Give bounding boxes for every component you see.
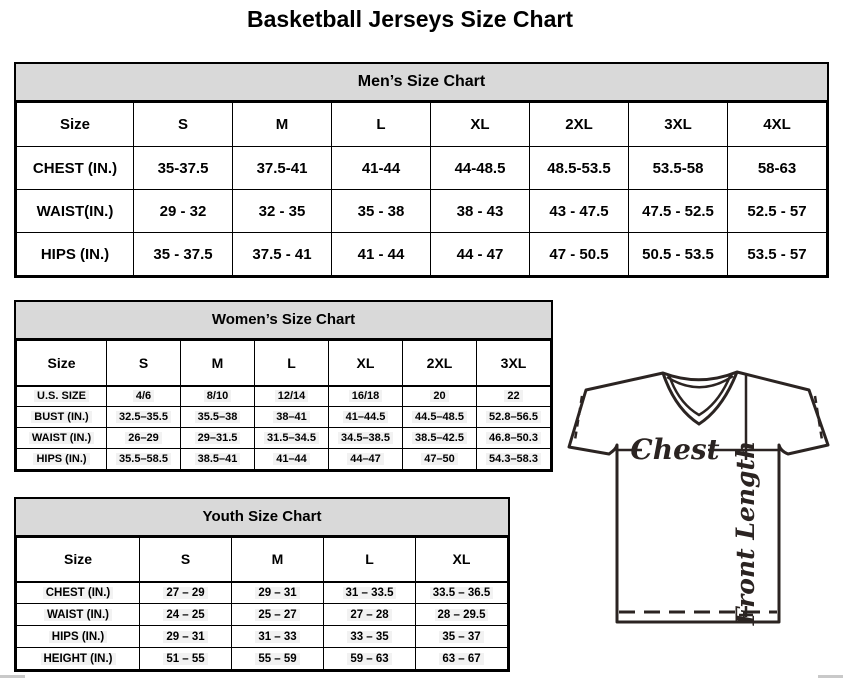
page-title: Basketball Jerseys Size Chart — [246, 6, 573, 32]
value-cell: 27 – 28 — [324, 604, 416, 626]
value-cell: 20 — [403, 386, 477, 407]
value-cell: 50.5 - 53.5 — [629, 233, 728, 276]
value-cell: 41-44 — [332, 147, 431, 190]
size-column-header: XL — [431, 103, 530, 147]
value-cell: 35-37.5 — [134, 147, 233, 190]
size-column-header: S — [134, 103, 233, 147]
value-cell: 31.5–34.5 — [255, 428, 329, 449]
value-cell: 54.3–58.3 — [477, 449, 551, 470]
value-cell: 22 — [477, 386, 551, 407]
value-cell: 34.5–38.5 — [329, 428, 403, 449]
row-label: HIPS (IN.) — [17, 449, 107, 470]
size-column-header: S — [107, 341, 181, 386]
value-cell: 53.5 - 57 — [728, 233, 827, 276]
value-cell: 41–44.5 — [329, 407, 403, 428]
value-cell: 32.5–35.5 — [107, 407, 181, 428]
value-cell: 12/14 — [255, 386, 329, 407]
size-column-header: L — [332, 103, 431, 147]
value-cell: 37.5-41 — [233, 147, 332, 190]
womens-size-table — [16, 340, 551, 470]
size-column-header: M — [233, 103, 332, 147]
value-cell: 52.5 - 57 — [728, 190, 827, 233]
value-cell: 38.5–41 — [181, 449, 255, 470]
mens-size-table — [16, 102, 827, 276]
measurement-row — [17, 190, 827, 233]
value-cell: 29 – 31 — [232, 582, 324, 604]
value-cell: 29 - 32 — [134, 190, 233, 233]
value-cell: 59 – 63 — [324, 648, 416, 670]
measurement-row — [17, 428, 551, 449]
value-cell: 38–41 — [255, 407, 329, 428]
value-cell: 47–50 — [403, 449, 477, 470]
measurement-row — [17, 582, 508, 604]
value-cell: 27 – 29 — [140, 582, 232, 604]
value-cell: 41 - 44 — [332, 233, 431, 276]
value-cell: 55 – 59 — [232, 648, 324, 670]
value-cell: 51 – 55 — [140, 648, 232, 670]
size-column-header: L — [255, 341, 329, 386]
value-cell: 33.5 – 36.5 — [416, 582, 508, 604]
value-cell: 53.5-58 — [629, 147, 728, 190]
size-header-row — [17, 103, 827, 147]
value-cell: 44-48.5 — [431, 147, 530, 190]
value-cell: 35 – 37 — [416, 626, 508, 648]
value-cell: 63 – 67 — [416, 648, 508, 670]
value-cell: 35.5–38 — [181, 407, 255, 428]
value-cell: 32 - 35 — [233, 190, 332, 233]
size-column-header: L — [324, 538, 416, 582]
value-cell: 44 - 47 — [431, 233, 530, 276]
value-cell: 28 – 29.5 — [416, 604, 508, 626]
value-cell: 58-63 — [728, 147, 827, 190]
mens-chart-title: Men’s Size Chart — [16, 64, 827, 102]
value-cell: 37.5 - 41 — [233, 233, 332, 276]
value-cell: 35.5–58.5 — [107, 449, 181, 470]
measurement-row — [17, 648, 508, 670]
row-label: U.S. SIZE — [17, 386, 107, 407]
youth-size-chart-section — [14, 497, 510, 672]
size-column-header: 3XL — [477, 341, 551, 386]
value-cell: 41–44 — [255, 449, 329, 470]
measurement-row — [17, 407, 551, 428]
row-label: CHEST (IN.) — [17, 147, 134, 190]
front-length-label: Front Length — [731, 440, 760, 626]
row-label: WAIST (IN.) — [17, 604, 140, 626]
measurement-row — [17, 386, 551, 407]
measurement-row — [17, 626, 508, 648]
size-column-header: 3XL — [629, 103, 728, 147]
row-label: HIPS (IN.) — [17, 626, 140, 648]
value-cell: 31 – 33 — [232, 626, 324, 648]
size-column-header: 2XL — [403, 341, 477, 386]
value-cell: 24 – 25 — [140, 604, 232, 626]
value-cell: 33 – 35 — [324, 626, 416, 648]
value-cell: 52.8–56.5 — [477, 407, 551, 428]
value-cell: 35 - 37.5 — [134, 233, 233, 276]
row-label: HIPS (IN.) — [17, 233, 134, 276]
chest-label: Chest — [630, 433, 720, 466]
bottom-right-edge-fragment — [818, 675, 843, 678]
value-cell: 8/10 — [181, 386, 255, 407]
value-cell: 4/6 — [107, 386, 181, 407]
measurement-row — [17, 147, 827, 190]
size-corner-header: Size — [17, 103, 134, 147]
value-cell: 44.5–48.5 — [403, 407, 477, 428]
value-cell: 43 - 47.5 — [530, 190, 629, 233]
value-cell: 38 - 43 — [431, 190, 530, 233]
size-column-header: 2XL — [530, 103, 629, 147]
value-cell: 47.5 - 52.5 — [629, 190, 728, 233]
youth-chart-title: Youth Size Chart — [16, 499, 508, 537]
mens-size-chart-section — [14, 62, 829, 278]
size-column-header: 4XL — [728, 103, 827, 147]
value-cell: 31 – 33.5 — [324, 582, 416, 604]
value-cell: 25 – 27 — [232, 604, 324, 626]
row-label: CHEST (IN.) — [17, 582, 140, 604]
value-cell: 26–29 — [107, 428, 181, 449]
measurement-row — [17, 449, 551, 470]
row-label: BUST (IN.) — [17, 407, 107, 428]
value-cell: 46.8–50.3 — [477, 428, 551, 449]
size-header-row — [17, 538, 508, 582]
bottom-left-edge-fragment — [0, 675, 25, 678]
size-column-header: M — [232, 538, 324, 582]
size-column-header: XL — [329, 341, 403, 386]
measurement-row — [17, 604, 508, 626]
womens-chart-title: Women’s Size Chart — [16, 302, 551, 340]
measurement-row — [17, 233, 827, 276]
value-cell: 29 – 31 — [140, 626, 232, 648]
value-cell: 48.5-53.5 — [530, 147, 629, 190]
jersey-measurement-diagram — [556, 358, 841, 643]
value-cell: 38.5–42.5 — [403, 428, 477, 449]
row-label: WAIST(IN.) — [17, 190, 134, 233]
value-cell: 16/18 — [329, 386, 403, 407]
size-corner-header: Size — [17, 538, 140, 582]
value-cell: 35 - 38 — [332, 190, 431, 233]
size-column-header: S — [140, 538, 232, 582]
jersey-outline-shape — [569, 372, 828, 622]
size-column-header: M — [181, 341, 255, 386]
womens-size-chart-section — [14, 300, 553, 472]
row-label: HEIGHT (IN.) — [17, 648, 140, 670]
value-cell: 44–47 — [329, 449, 403, 470]
value-cell: 47 - 50.5 — [530, 233, 629, 276]
value-cell: 29–31.5 — [181, 428, 255, 449]
size-corner-header: Size — [17, 341, 107, 386]
size-column-header: XL — [416, 538, 508, 582]
size-header-row — [17, 341, 551, 386]
row-label: WAIST (IN.) — [17, 428, 107, 449]
youth-size-table — [16, 537, 508, 670]
